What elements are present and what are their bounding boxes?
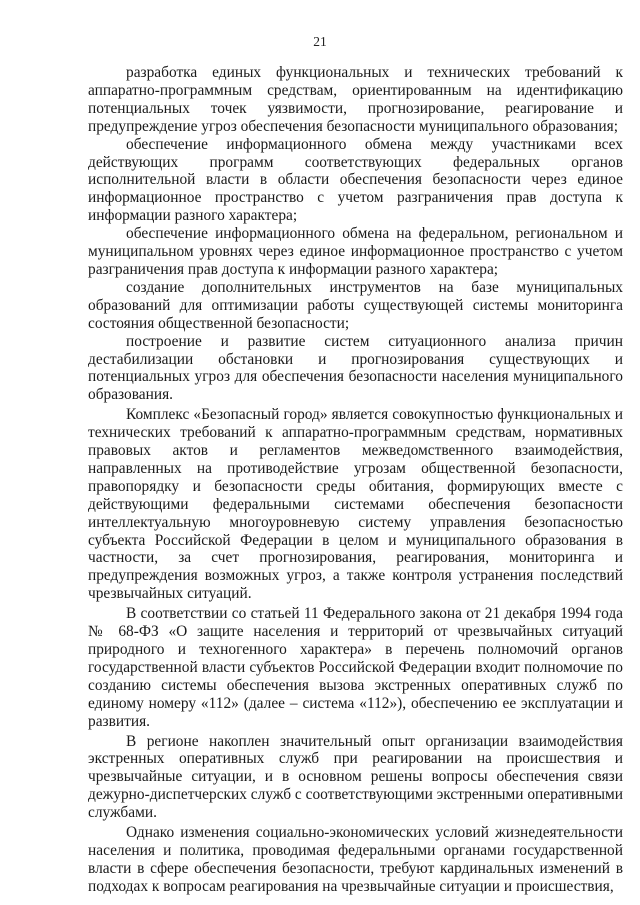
paragraph-regional-experience: В регионе накоплен значительный опыт организации взаимодействия экстренных оперативных служб при реагировании на происшествия и чрезвычайные ситуации, и в основном решены вопросы обеспечения связи дежурно-диспетчерских служб с соответствующими экстренными оперативными службами. — [88, 732, 623, 822]
paragraph-information-exchange-programs: обеспечение информационного обмена между участниками всех действующих программ соответствующих федеральных органов исполнительной власти в области обеспечения безопасности через единое информационное пространство с учетом разграничения прав доступа к информации разного характера; — [88, 135, 623, 225]
paragraph-requirements-development: разработка единых функциональных и технических требований к аппаратно-программным средствам, ориентированным на идентификацию потенциальных точек уязвимости, прогнозирование, реагирование и предупреждение угроз обеспечения безопасности муниципального образования; — [88, 64, 623, 135]
document-body — [88, 64, 623, 896]
paragraph-federal-law-112: В соответствии со статьей 11 Федерального закона от 21 декабря 1994 года № 68-ФЗ «О защите населения и территорий от чрезвычайных ситуаций природного и техногенного характера» в перечень полномочий органов государственной власти субъектов Российской Федерации входит полномочие по созданию системы обеспечения вызова экстренных оперативных служб по единому номеру «112» (далее – система «112»), обеспечению ее эксплуатации и развития. — [88, 605, 623, 730]
paragraph-socioeconomic-changes: Однако изменения социально-экономических условий жизнедеятельности населения и политика, проводимая федеральными органами государственной власти в сфере обеспечения безопасности, требуют кардинальных изменений в подходах к вопросам реагирования на чрезвычайные ситуации и происшествия, — [88, 824, 623, 895]
paragraph-information-exchange-levels: обеспечение информационного обмена на федеральном, региональном и муниципальном уровнях через единое информационное пространство с учетом разграничения прав доступа к информации разного характера; — [88, 225, 623, 278]
paragraph-safe-city-complex: Комплекс «Безопасный город» является совокупностью функциональных и технических требований к аппаратно-программным средствам, нормативных правовых актов и регламентов межведомственного взаимодействия, направленных на противодействие угрозам общественной безопасности, правопорядку и безопасности среды обитания, формирующих вместе с действующими федеральными системами обеспечения безопасности интеллектуальную многоуровневую систему управления безопасностью субъекта Российской Федерации в целом и муниципального образования в частности, за счет прогнозирования, реагирования, мониторинга и предупреждения возможных угроз, а также контроля устранения последствий чрезвычайных ситуаций. — [88, 406, 623, 603]
paragraph-situational-analysis: построение и развитие систем ситуационного анализа причин дестабилизации обстановки и прогнозирования существующих и потенциальных угроз для обеспечения безопасности населения муниципального образования. — [88, 332, 623, 404]
paragraph-additional-tools: создание дополнительных инструментов на базе муниципальных образований для оптимизации работы существующей системы мониторинга состояния общественной безопасности; — [88, 278, 623, 332]
page-number: 21 — [313, 34, 327, 49]
